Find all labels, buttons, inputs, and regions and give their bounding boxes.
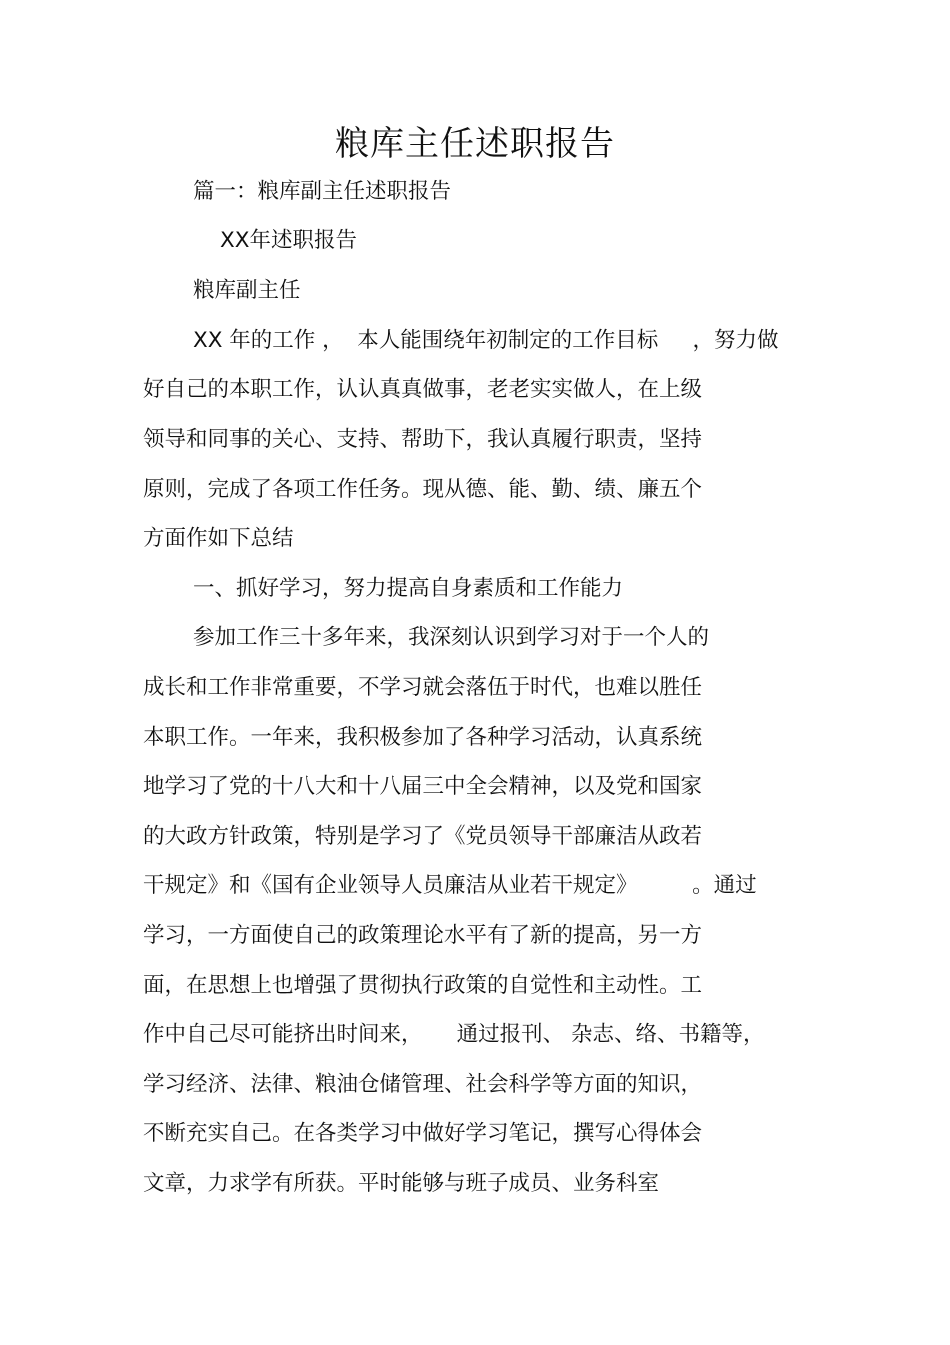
- body-line: 本职工作。一年来，我积极参加了各种学习活动，认真系统: [143, 725, 703, 750]
- document-title: 粮库主任述职报告: [335, 124, 615, 164]
- body-line: 成长和工作非常重要，不学习就会落伍于时代，也难以胜任: [143, 675, 703, 700]
- body-line: 作中自己尽可能挤出时间来， 通过报刊、 杂志、络、书籍等，: [143, 1022, 765, 1047]
- body-line: 领导和同事的关心、支持、帮助下，我认真履行职责，坚持: [143, 427, 703, 452]
- body-line: 地学习了党的十八大和十八届三中全会精神，以及党和国家: [143, 774, 703, 799]
- section-heading: 篇一：粮库副主任述职报告: [193, 179, 452, 204]
- body-line: 不断充实自己。在各类学习中做好学习笔记，撰写心得体会: [143, 1121, 703, 1146]
- body-line: 面，在思想上也增强了贯彻执行政策的自觉性和主动性。工: [143, 973, 703, 998]
- body-line: 干规定》和《国有企业领导人员廉洁从业若干规定》 。通过: [143, 873, 757, 898]
- body-line: 学习经济、法律、粮油仓储管理、社会科学等方面的知识，: [143, 1072, 703, 1097]
- body-line: 学习，一方面使自己的政策理论水平有了新的提高，另一方: [143, 923, 703, 948]
- report-subtitle: XX年述职报告: [220, 228, 357, 253]
- body-line: 好自己的本职工作，认认真真做事，老老实实做人，在上级: [143, 377, 703, 402]
- body-line: 的大政方针政策，特别是学习了《党员领导干部廉洁从政若: [143, 824, 703, 849]
- body-line: 文章，力求学有所获。平时能够与班子成员、业务科室: [143, 1171, 660, 1196]
- subsection-heading: 一、抓好学习，努力提高自身素质和工作能力: [193, 576, 624, 601]
- body-line: 参加工作三十多年来，我深刻认识到学习对于一个人的: [193, 625, 710, 650]
- body-line: 原则，完成了各项工作任务。现从德、能、勤、绩、廉五个: [143, 477, 703, 502]
- author-position: 粮库副主任: [193, 278, 301, 303]
- body-line: XX 年的工作 ， 本人能围绕年初制定的工作目标 ，努力做: [193, 328, 779, 353]
- body-line: 方面作如下总结: [143, 526, 294, 551]
